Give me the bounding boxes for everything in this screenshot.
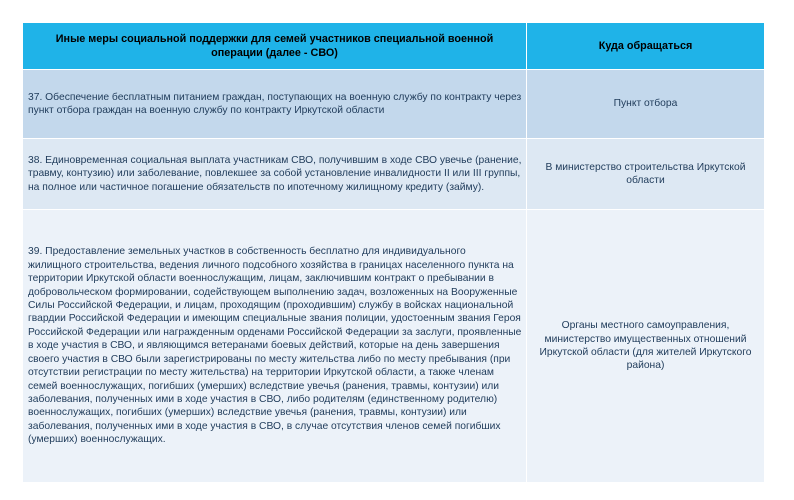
measure-cell: 39. Предоставление земельных участков в собственность бесплатно для индивидуального жилищного строительства, ведения личного подсобного хозяйства в границах населенного пункта на территории Иркутской области военнослужащим, лицам, заключившим контракт о пребывании в добровольческом формировании, содействующем выполнению задач, возложенных на Вооруженные Силы Российской Федерации, и лицам, проходящим (проходившим) службу в войсках национальной гвардии Российской Федерации и имеющим специальные звания полиции, удостоенным звания Героя Российской Федерации или награжденным орденами Российской Федерации за заслуги, проявленные в ходе участия в СВО, и являющимся ветеранами боевых действий, которые на день завершения своего участия в СВО были зарегистрированы по месту жительства либо по месту пребывания (при отсутствии регистрации по месту жительства) на территории Иркутской области, а также членам семей военнослужащих, погибших (умерших) вследствие увечья (ранения, травмы, контузии) или заболевания, полученных ими в ходе участия в СВО, либо родителям (единственному родителю) военнослужащих, погибших (умерших) вследствие увечья (ранения, травмы, контузии) или заболевания, полученных ими в ходе участия в СВО, в случае отсутствия членов семей погибших (умерших) военнослужащих. xyxy=(23,210,527,483)
table-header-row xyxy=(23,23,765,70)
where-cell: В министерство строительства Иркутской области xyxy=(527,139,765,210)
column-header-measures: Иные меры социальной поддержки для семей участников специальной военной операции (далее - СВО) xyxy=(23,23,527,70)
table-row xyxy=(23,210,765,483)
table-row xyxy=(23,70,765,139)
table-row xyxy=(23,139,765,210)
column-header-where: Куда обращаться xyxy=(527,23,765,70)
where-cell: Пункт отбора xyxy=(527,70,765,139)
support-measures-table xyxy=(22,22,765,483)
measure-cell: 38. Единовременная социальная выплата участникам СВО, получившим в ходе СВО увечье (ранение, травму, контузию) или заболевание, повлекшее за собой установление инвалидности II или III группы, на полное или частичное погашение обязательств по ипотечному жилищному кредиту (займу). xyxy=(23,139,527,210)
measure-cell: 37. Обеспечение бесплатным питанием граждан, поступающих на военную службу по контракту через пункт отбора граждан на военную службу по контракту Иркутской области xyxy=(23,70,527,139)
where-cell: Органы местного самоуправления, министерство имущественных отношений Иркутской области (для жителей Иркутского района) xyxy=(527,210,765,483)
